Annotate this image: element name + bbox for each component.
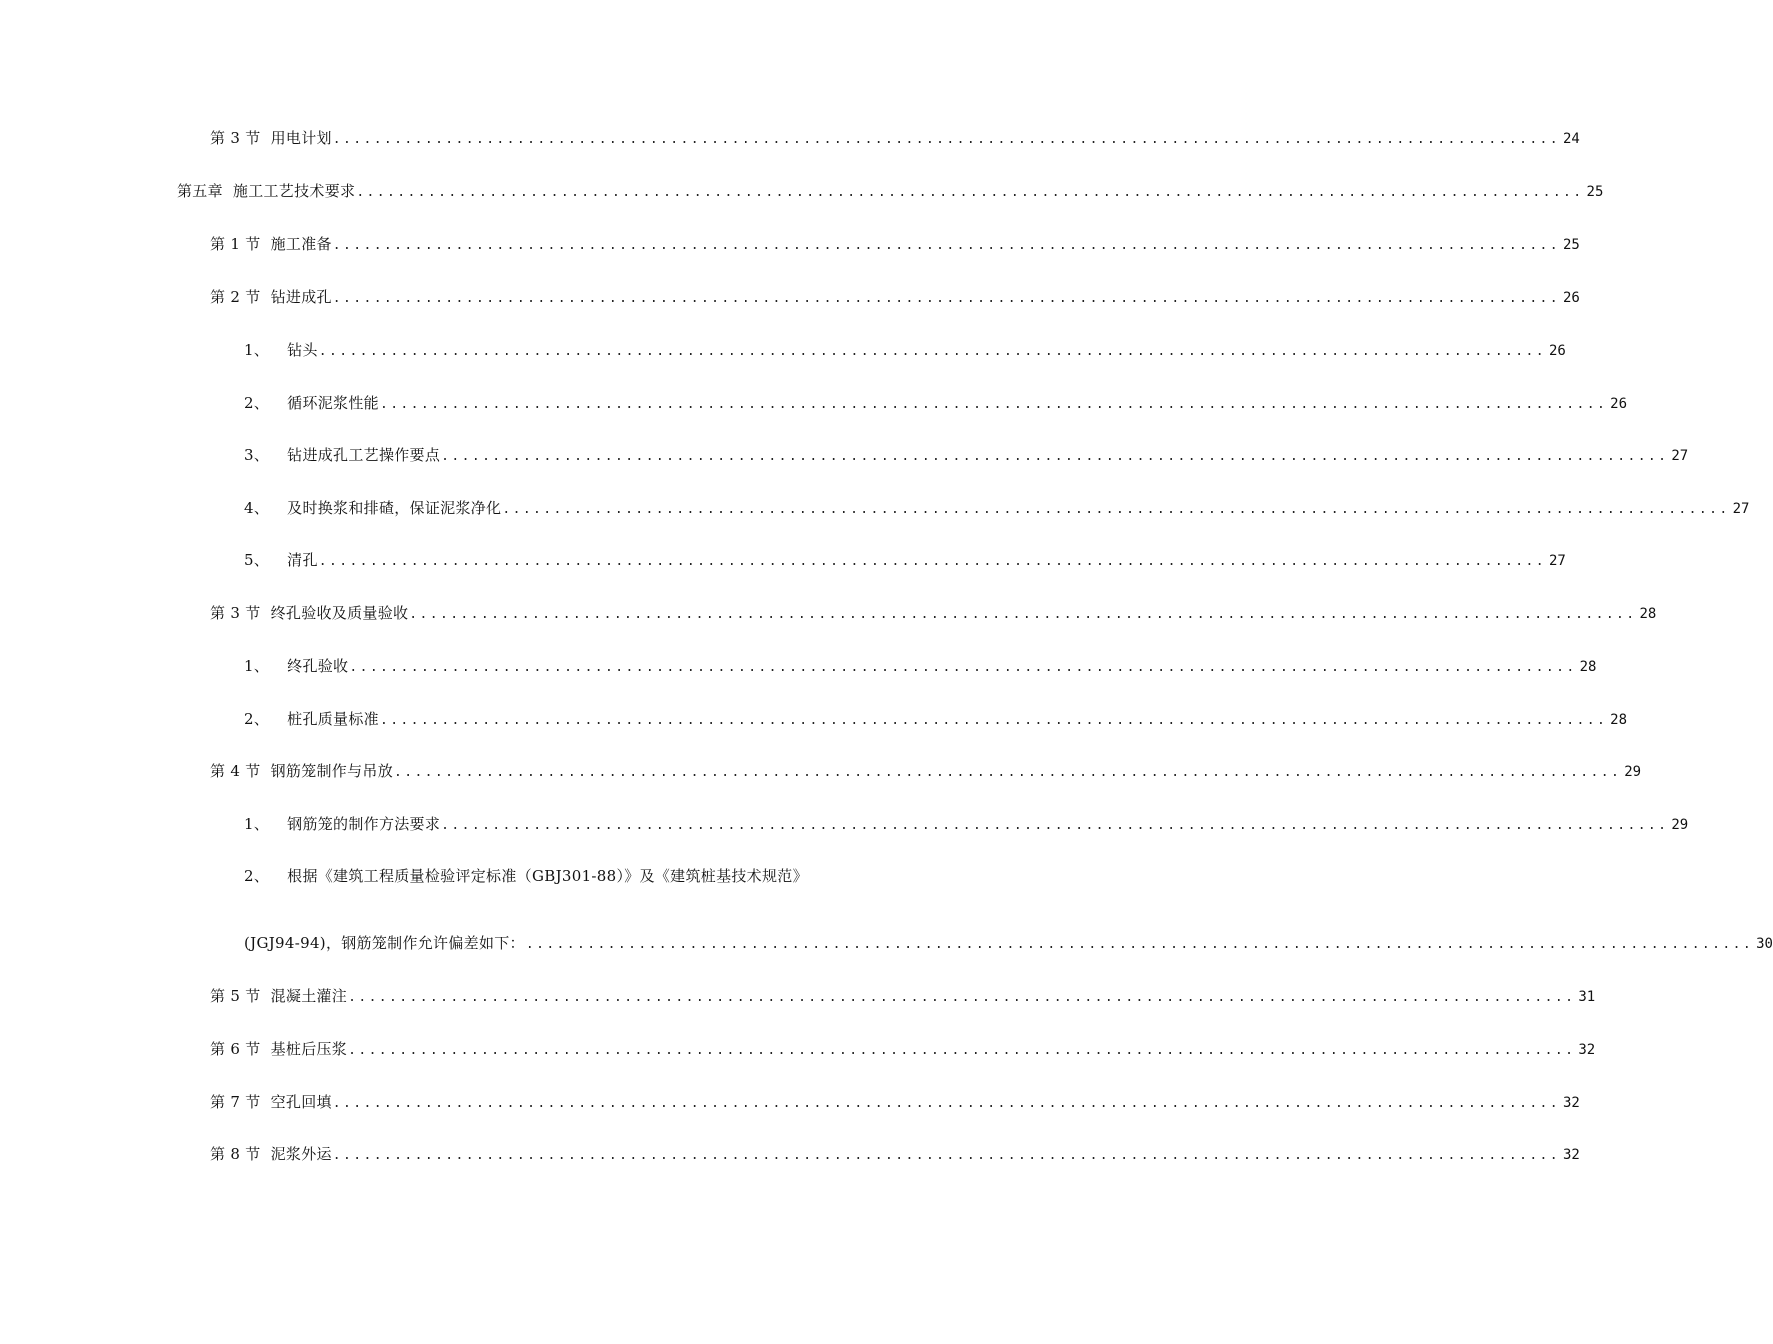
toc-entry-number: 2、: [244, 867, 270, 885]
toc-entry-number: 1、: [244, 341, 270, 359]
toc-entry-page: 31: [1578, 989, 1596, 1005]
toc-entry-title: 循环泥浆性能: [287, 394, 379, 412]
toc-entry-title: 泥浆外运: [270, 1145, 332, 1163]
dot-leader: ........................................................................................................................: [332, 238, 1560, 253]
dot-leader: ........................................................................................................................: [348, 990, 1576, 1005]
dot-leader: ........................................................................................................................: [379, 397, 1608, 412]
toc-entry-title: 钢筋笼制作与吊放: [270, 762, 393, 780]
toc-entry-page: 30: [1756, 936, 1773, 952]
toc-entry[interactable]: [210, 1038, 1596, 1060]
toc-entry[interactable]: [244, 392, 1628, 414]
toc-entry-number: 2、: [244, 710, 270, 728]
dot-leader: ........................................................................................................................: [332, 1096, 1560, 1111]
toc-entry-page: 32: [1563, 1095, 1580, 1111]
toc-entry-number: 2、: [244, 394, 270, 412]
dot-leader: ........................................................................................................................: [379, 713, 1608, 728]
dot-leader: ........................................................................................................................: [332, 291, 1560, 306]
dot-leader: ........................................................................................................................: [332, 1148, 1560, 1163]
toc-entry[interactable]: [210, 1091, 1580, 1113]
toc-entry-page: 27: [1671, 448, 1689, 464]
toc-entry[interactable]: [244, 339, 1566, 361]
toc-entry[interactable]: [210, 985, 1596, 1007]
toc-entry-number: 4、: [244, 499, 270, 517]
toc-entry[interactable]: [210, 233, 1580, 255]
toc-entry-number: 1、: [244, 657, 270, 675]
toc-entry-page: 25: [1586, 184, 1604, 200]
toc-entry-number: 第 2 节: [210, 288, 261, 306]
toc-entry-page: 28: [1610, 712, 1628, 728]
toc-entry-page: 32: [1563, 1147, 1580, 1163]
toc-entry-title: (JGJ94-94)，钢筋笼制作允许偏差如下：: [244, 934, 525, 952]
toc-entry-title: 及时换浆和排碴，保证泥浆净化: [287, 499, 502, 517]
dot-leader: ........................................................................................................................: [441, 818, 1669, 833]
toc-entry-number: 第 3 节: [210, 129, 261, 147]
toc-entry-title: 施工工艺技术要求: [232, 182, 356, 200]
toc-entry-page: 27: [1732, 501, 1750, 517]
toc-entry-number: 1、: [244, 815, 270, 833]
toc-entry-number: 第 4 节: [210, 762, 261, 780]
toc-entry-number: 第 7 节: [210, 1093, 261, 1111]
dot-leader: ........................................................................................................................: [394, 765, 1622, 780]
toc-entry[interactable]: [210, 1143, 1580, 1165]
toc-entry[interactable]: [244, 655, 1597, 677]
toc-entry[interactable]: [244, 497, 1750, 519]
toc-entry-title: 空孔回填: [270, 1093, 332, 1111]
dot-leader: ........................................................................................................................: [409, 607, 1637, 622]
toc-entry[interactable]: [210, 760, 1642, 782]
toc-entry-title: 用电计划: [270, 129, 332, 147]
toc-entry-number: 3、: [244, 446, 270, 464]
toc-entry[interactable]: [244, 549, 1566, 571]
toc-entry[interactable]: [244, 444, 1689, 466]
toc-entry-page: 26: [1563, 290, 1580, 306]
toc-entry-number: 第 6 节: [210, 1040, 261, 1058]
toc-entry-number: 5、: [244, 551, 270, 569]
toc-entry-title: 钻进成孔工艺操作要点: [287, 446, 441, 464]
toc-entry-number: 第 1 节: [210, 235, 261, 253]
toc-entry[interactable]: [210, 602, 1657, 624]
toc-entry-page: 32: [1578, 1042, 1596, 1058]
toc-entry-title: 根据《建筑工程质量检验评定标准（GBJ301-88）》及《建筑桩基技术规范》: [287, 867, 808, 885]
toc-entry-title: 基桩后压浆: [270, 1040, 348, 1058]
toc-entry-page: 29: [1671, 817, 1689, 833]
toc-entry[interactable]: [210, 286, 1580, 308]
toc-entry[interactable]: [244, 813, 1689, 835]
dot-leader: ........................................................................................................................: [349, 660, 1577, 675]
toc-entry-page: 29: [1624, 764, 1642, 780]
toc-entry-title: 终孔验收及质量验收: [270, 604, 409, 622]
toc-entry-title: 钻进成孔: [270, 288, 332, 306]
toc-entry-page: 28: [1579, 659, 1597, 675]
toc-entry-continuation[interactable]: [244, 932, 1773, 954]
toc-entry-page: 27: [1548, 553, 1566, 569]
dot-leader: ........................................................................................................................: [318, 554, 1546, 569]
toc-entry-title: 终孔验收: [287, 657, 349, 675]
toc-entry-page: 24: [1563, 131, 1580, 147]
toc-entry[interactable]: [177, 180, 1604, 202]
toc-entry-page: 25: [1563, 237, 1580, 253]
dot-leader: ........................................................................................................................: [441, 449, 1669, 464]
dot-leader: ........................................................................................................................: [332, 132, 1560, 147]
dot-leader: ........................................................................................................................: [318, 344, 1546, 359]
toc-entry-title: 钻头: [287, 341, 318, 359]
toc-entry-title: 混凝土灌注: [270, 987, 348, 1005]
toc-entry[interactable]: [210, 127, 1580, 149]
toc-entry-number: 第五章: [177, 182, 223, 200]
toc-entry-number: 第 3 节: [210, 604, 261, 622]
toc-entry-page: 26: [1548, 343, 1566, 359]
toc-entry-number: 第 8 节: [210, 1145, 261, 1163]
dot-leader: ........................................................................................................................: [356, 185, 1584, 200]
toc-entry[interactable]: [244, 708, 1628, 730]
toc-entry-page: 26: [1610, 396, 1628, 412]
toc-entry-title: 清孔: [287, 551, 318, 569]
toc-entry-number: 第 5 节: [210, 987, 261, 1005]
toc-entry-title: 施工准备: [270, 235, 332, 253]
dot-leader: ........................................................................................................................: [348, 1043, 1576, 1058]
dot-leader: ........................................................................................................................: [525, 937, 1754, 952]
toc-entry-title: 桩孔质量标准: [287, 710, 379, 728]
toc-entry-title: 钢筋笼的制作方法要求: [287, 815, 441, 833]
dot-leader: ........................................................................................................................: [502, 502, 1730, 517]
toc-entry-first-line[interactable]: [244, 865, 808, 887]
toc-entry-page: 28: [1639, 606, 1657, 622]
